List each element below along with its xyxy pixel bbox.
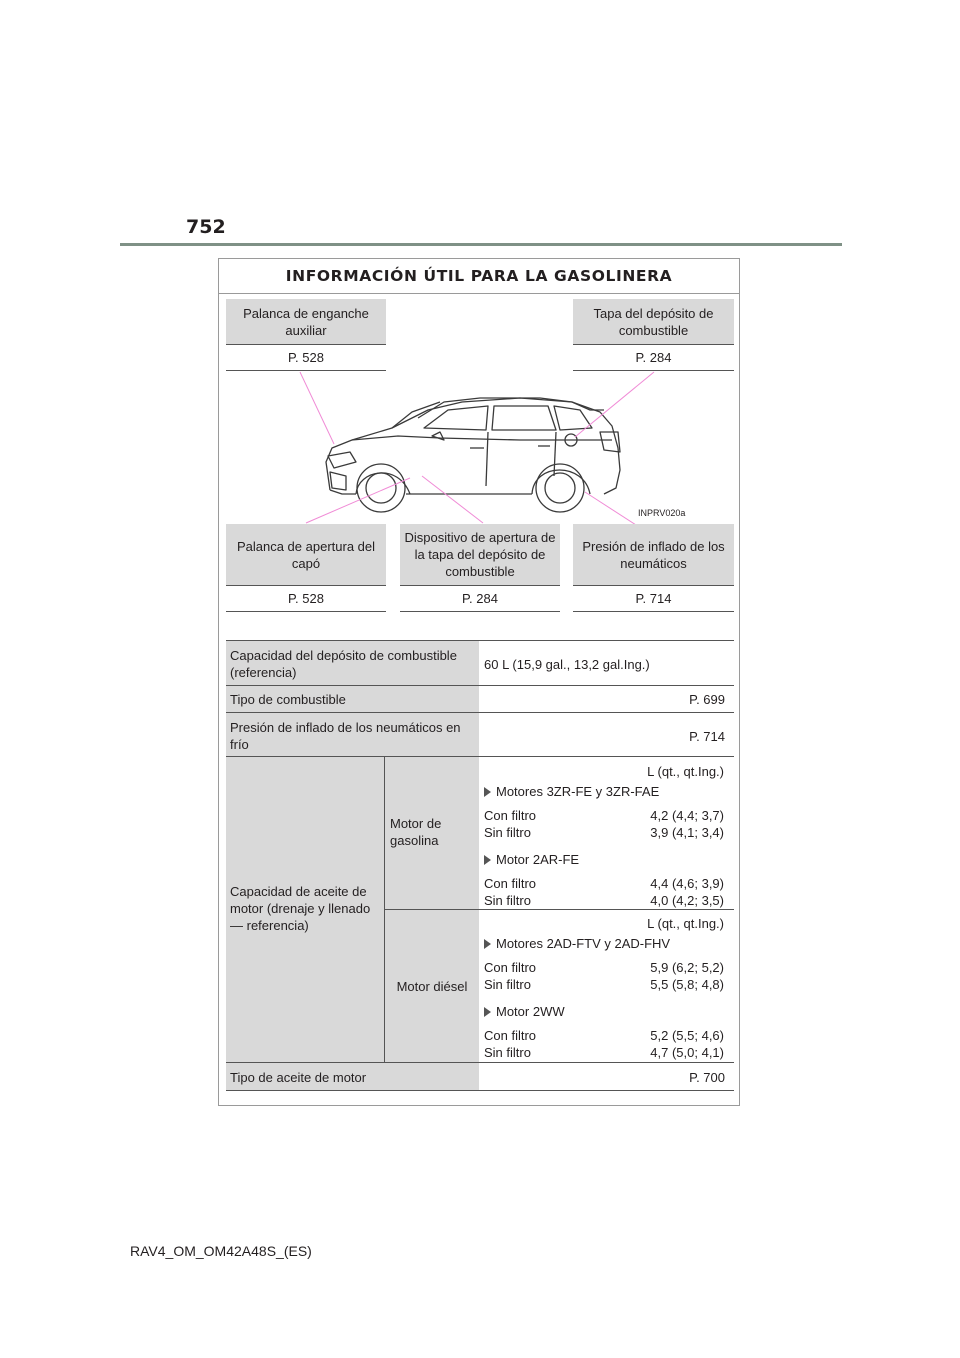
gasoline-engine-label [385,757,479,909]
tire-pressure-value: P. 714 [689,729,725,744]
spec-row: Sin filtro 5,5 (5,8; 4,8) [484,977,724,992]
callout-label: Tapa del depósito de combustible [573,299,734,345]
callout-label: Palanca de apertura del capó [226,524,386,586]
spec-row: Sin filtro 3,9 (4,1; 3,4) [484,825,724,840]
diesel-oil-specs [484,915,724,1061]
bullet-icon [484,855,491,865]
callout-fuel-door-opener [400,524,560,612]
fuel-capacity-label: Capacidad del depósito de combustible (referencia) [226,641,479,685]
page-reference: P. 284 [400,586,560,612]
fuel-capacity-value: 60 L (15,9 gal., 13,2 gal.Ing.) [484,657,650,672]
page-reference: P. 528 [226,586,386,612]
page-reference: P. 284 [573,345,734,371]
oil-type-value: P. 700 [689,1070,725,1085]
table-rule [226,1090,734,1091]
callout-tire-pressure [573,524,734,612]
page-reference: P. 528 [226,345,386,371]
bullet-icon [484,939,491,949]
diesel-engine-label: Motor diésel [385,910,479,1062]
gasoline-engine-label-text: Motor de gasolina [390,816,442,848]
spec-row: Con filtro 5,2 (5,5; 4,6) [484,1028,724,1043]
spec-row: Con filtro 4,2 (4,4; 3,7) [484,808,724,823]
spec-row: Con filtro 5,9 (6,2; 5,2) [484,960,724,975]
oil-capacity-label: Capacidad de aceite de motor (drenaje y llenado — referencia) [226,757,384,1062]
callout-hood-release-lever [226,524,386,612]
section-title: INFORMACIÓN ÚTIL PARA LA GASOLINERA [219,259,739,294]
bullet-icon [484,787,491,797]
unit-label: L (qt., qt.Ing.) [647,916,724,931]
spec-row: Sin filtro 4,0 (4,2; 3,5) [484,893,724,908]
page-number: 752 [186,216,226,238]
engine-heading: Motor 2WW [484,1003,724,1020]
gasoline-oil-specs [484,763,724,909]
spec-row: Con filtro 4,4 (4,6; 3,9) [484,876,724,891]
spec-row: Sin filtro 4,7 (5,0; 4,1) [484,1045,724,1060]
callout-label: Dispositivo de apertura de la tapa del depósito de combustible [400,524,560,586]
fuel-type-value: P. 699 [689,692,725,707]
callout-label: Palanca de enganche auxiliar [226,299,386,345]
document-code: RAV4_OM_OM42A48S_(ES) [130,1243,312,1259]
oil-type-label: Tipo de aceite de motor [226,1063,479,1090]
engine-heading: Motores 3ZR-FE y 3ZR-FAE [484,783,724,800]
unit-label: L (qt., qt.Ing.) [647,764,724,779]
callout-label: Presión de inflado de los neumáticos [573,524,734,586]
bullet-icon [484,1007,491,1017]
fuel-type-label: Tipo de combustible [226,686,479,712]
tire-pressure-label: Presión de inflado de los neumáticos en frío [226,713,479,756]
engine-heading: Motores 2AD-FTV y 2AD-FHV [484,935,724,952]
figure-id: INPRV020a [638,508,686,518]
page-reference: P. 714 [573,586,734,612]
engine-heading: Motor 2AR-FE [484,851,724,868]
